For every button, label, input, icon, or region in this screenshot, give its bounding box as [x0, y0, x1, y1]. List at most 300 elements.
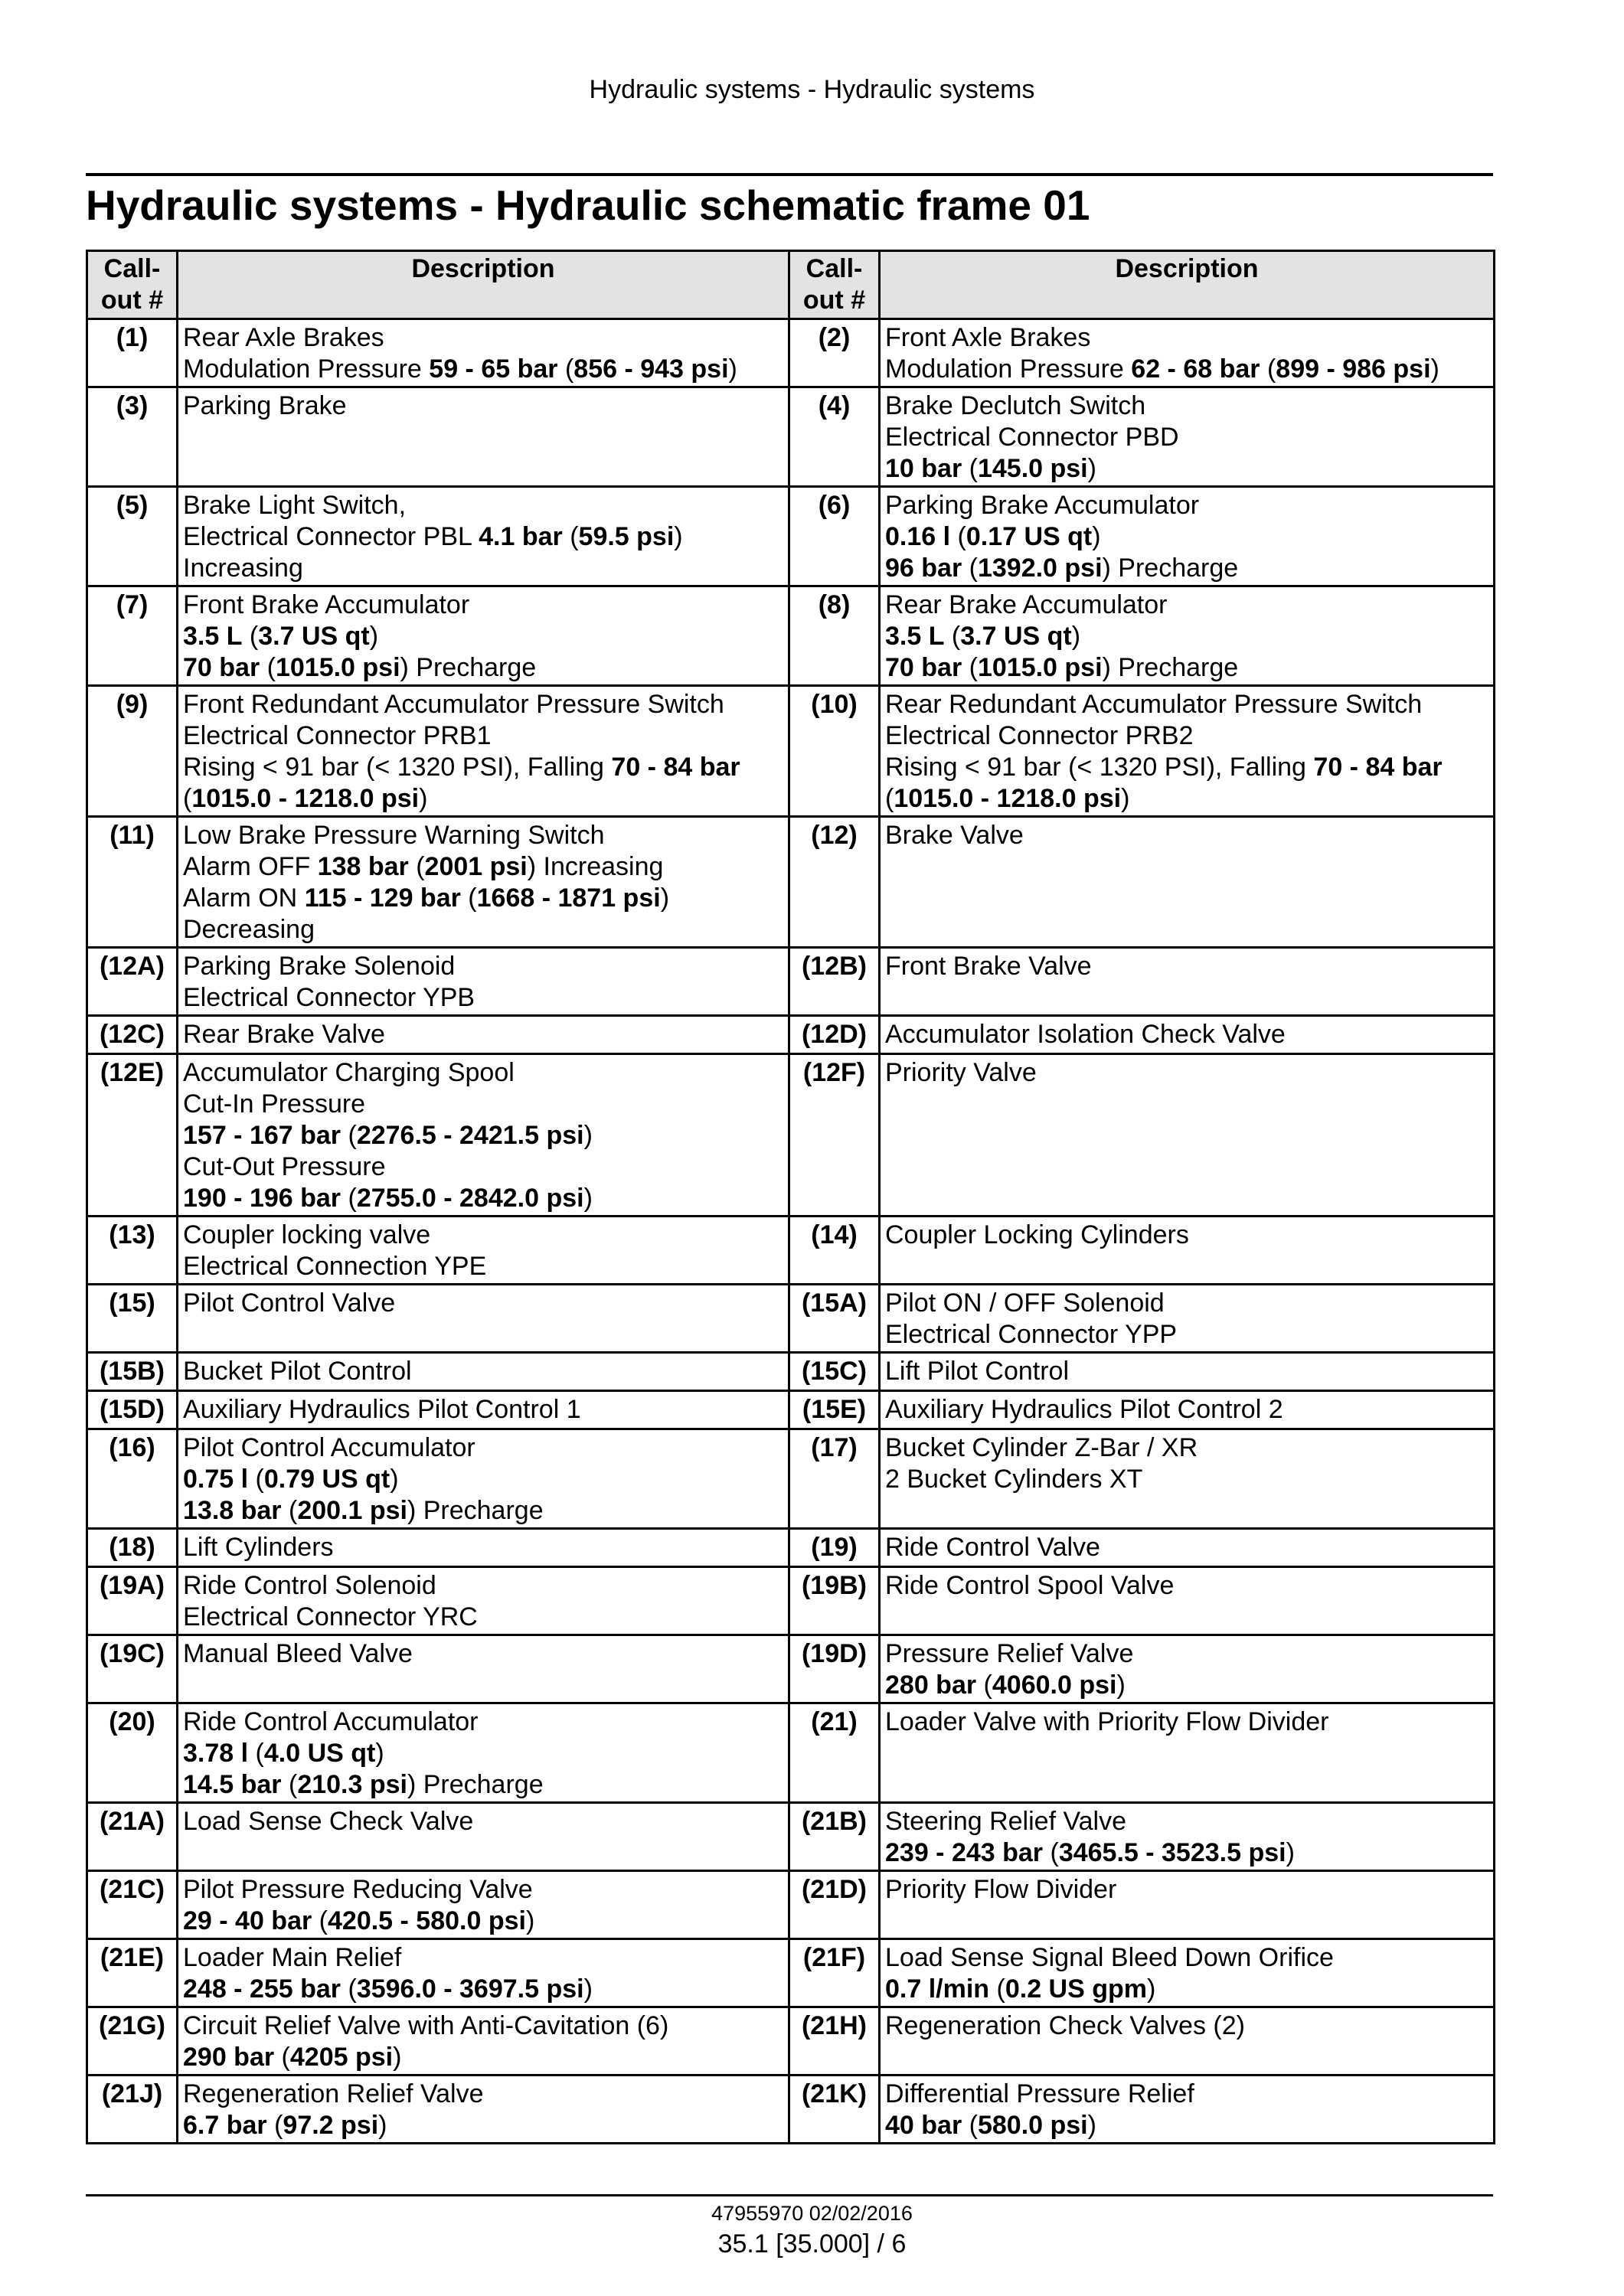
- callout-table-container: [86, 250, 1493, 2144]
- callout-description: [880, 1391, 1495, 1429]
- spec-value: 3.5 L: [183, 622, 243, 651]
- description-text: Manual Bleed Valve: [183, 1639, 413, 1668]
- callout-description: [178, 1016, 789, 1054]
- description-text: (: [408, 852, 425, 881]
- spec-value: 248 - 255 bar: [183, 1974, 341, 2004]
- callout-description: [178, 1285, 789, 1353]
- description-line: [183, 1602, 784, 1633]
- description-line: [885, 1464, 1489, 1495]
- description-text: (: [274, 2043, 290, 2072]
- description-text: (: [1260, 354, 1276, 384]
- description-text: (: [989, 1974, 1005, 2004]
- callout-number: (9): [87, 686, 178, 817]
- spec-value: 1015.0 - 1218.0 psi: [191, 784, 420, 813]
- description-line: [183, 1432, 784, 1464]
- table-row: [87, 2076, 1495, 2144]
- callout-number: (21G): [87, 2007, 178, 2076]
- callout-number: (15D): [87, 1391, 178, 1429]
- description-line: [183, 1570, 784, 1602]
- callout-number: (15): [87, 1285, 178, 1353]
- description-text: (: [248, 1465, 264, 1494]
- table-row: [87, 1285, 1495, 1353]
- callout-number: (15C): [789, 1353, 880, 1391]
- description-text: (: [248, 1739, 264, 1768]
- callout-description: [178, 1939, 789, 2007]
- description-text: Front Axle Brakes: [885, 323, 1091, 352]
- description-line: [885, 1220, 1489, 1251]
- spec-value: 0.2 US gpm: [1005, 1974, 1148, 2004]
- callout-number: (18): [87, 1529, 178, 1567]
- description-line: [183, 752, 784, 783]
- description-line: [885, 1706, 1489, 1738]
- callout-description: [178, 817, 789, 948]
- description-text: Parking Brake: [183, 391, 347, 420]
- callout-description: [178, 1871, 789, 1939]
- spec-value: 10 bar: [885, 454, 962, 483]
- description-line: [885, 1570, 1489, 1602]
- spec-value: 70 - 84 bar: [1313, 753, 1443, 782]
- callout-description: [178, 1429, 789, 1529]
- spec-value: 40 bar: [885, 2111, 962, 2140]
- callout-description: [880, 1217, 1495, 1285]
- description-text: Pilot Control Valve: [183, 1288, 396, 1318]
- description-text: (: [950, 522, 966, 551]
- table-row: [87, 1871, 1495, 1939]
- description-text: Ride Control Solenoid: [183, 1571, 436, 1600]
- callout-number: (12D): [789, 1016, 880, 1054]
- description-line: [183, 1906, 784, 1937]
- table-row: [87, 948, 1495, 1016]
- callout-description: [178, 586, 789, 686]
- description-text: Ride Control Valve: [885, 1533, 1100, 1562]
- description-text: ) Precharge: [1102, 653, 1239, 682]
- spec-value: 96 bar: [885, 554, 962, 583]
- description-text: Ride Control Spool Valve: [885, 1571, 1175, 1600]
- table-row: [87, 1529, 1495, 1567]
- description-text: Pilot Pressure Reducing Valve: [183, 1875, 533, 1904]
- description-line: [183, 2079, 784, 2110]
- table-row: [87, 487, 1495, 586]
- table-row: [87, 686, 1495, 817]
- description-line: [183, 590, 784, 621]
- table-row: [87, 319, 1495, 387]
- table-row: [87, 387, 1495, 487]
- description-text: ): [1430, 354, 1439, 384]
- column-header-callout: Call-out #: [789, 251, 880, 319]
- description-line: [183, 1120, 784, 1151]
- spec-value: 70 - 84 bar: [611, 753, 740, 782]
- spec-value: 0.79 US qt: [263, 1465, 390, 1494]
- description-line: [885, 951, 1489, 982]
- description-text: ): [1286, 1838, 1295, 1867]
- description-text: ) Precharge: [1102, 554, 1239, 583]
- description-line: [885, 1874, 1489, 1906]
- table-row: [87, 1803, 1495, 1871]
- description-text: Parking Brake Accumulator: [885, 491, 1200, 520]
- description-line: [885, 689, 1489, 720]
- table-row: [87, 1054, 1495, 1217]
- table-row: [87, 586, 1495, 686]
- description-text: (: [557, 354, 574, 384]
- description-text: (: [460, 883, 477, 913]
- description-line: [885, 1974, 1489, 2005]
- spec-value: 62 - 68 bar: [1131, 354, 1260, 384]
- description-line: [183, 851, 784, 883]
- callout-number: (21C): [87, 1871, 178, 1939]
- description-text: Ride Control Accumulator: [183, 1707, 479, 1736]
- description-line: [885, 354, 1489, 385]
- description-text: Rear Redundant Accumulator Pressure Switch: [885, 690, 1423, 719]
- description-text: (: [976, 1671, 992, 1700]
- description-text: Electrical Connector PRB1: [183, 721, 492, 750]
- description-text: (: [885, 784, 894, 813]
- description-text: Pilot ON / OFF Solenoid: [885, 1288, 1165, 1318]
- description-line: [885, 1837, 1489, 1869]
- spec-value: 0.17 US qt: [966, 522, 1093, 551]
- description-line: [885, 1432, 1489, 1464]
- description-text: Load Sense Signal Bleed Down Orifice: [885, 1943, 1334, 1972]
- description-line: [183, 553, 784, 584]
- description-line: [885, 521, 1489, 553]
- description-text: Decreasing: [183, 915, 315, 944]
- callout-number: (17): [789, 1429, 880, 1529]
- callout-number: (16): [87, 1429, 178, 1529]
- callout-description: [880, 1567, 1495, 1635]
- description-text: ) Increasing: [527, 852, 664, 881]
- description-text: (: [312, 1906, 328, 1935]
- description-text: ) Precharge: [407, 1770, 544, 1799]
- callout-number: (3): [87, 387, 178, 487]
- bottom-rule: [86, 2194, 1493, 2196]
- description-text: (: [341, 1974, 357, 2004]
- description-text: Rear Brake Valve: [183, 1020, 385, 1049]
- description-text: (: [944, 622, 961, 651]
- table-row: [87, 817, 1495, 948]
- table-row: [87, 1391, 1495, 1429]
- description-text: Electrical Connector YPP: [885, 1320, 1178, 1349]
- description-line: [885, 652, 1489, 684]
- spec-value: 4060.0 psi: [992, 1671, 1117, 1700]
- spec-value: 157 - 167 bar: [183, 1121, 341, 1150]
- description-line: [885, 1319, 1489, 1350]
- spec-value: 97.2 psi: [283, 2111, 379, 2140]
- description-line: [183, 1251, 784, 1282]
- description-line: [885, 783, 1489, 815]
- callout-number: (5): [87, 487, 178, 586]
- callout-number: (19): [789, 1529, 880, 1567]
- description-line: [885, 1288, 1489, 1319]
- callout-number: (20): [87, 1703, 178, 1803]
- table-row: [87, 2007, 1495, 2076]
- description-text: ): [728, 354, 737, 384]
- column-header-description: Description: [178, 251, 789, 319]
- callout-description: [880, 1016, 1495, 1054]
- callout-number: (21H): [789, 2007, 880, 2076]
- description-line: [183, 982, 784, 1014]
- callout-description: [880, 319, 1495, 387]
- callout-number: (21J): [87, 2076, 178, 2144]
- description-line: [885, 2010, 1489, 2042]
- spec-value: 1392.0 psi: [977, 554, 1103, 583]
- description-text: (: [266, 2111, 283, 2140]
- description-line: [885, 820, 1489, 851]
- spec-value: 2001 psi: [424, 852, 528, 881]
- callout-number: (19A): [87, 1567, 178, 1635]
- table-body: [87, 319, 1495, 2144]
- spec-value: 3.7 US qt: [258, 622, 370, 651]
- description-text: ): [525, 1906, 535, 1935]
- spec-value: 6.7 bar: [183, 2111, 267, 2140]
- callout-description: [178, 948, 789, 1016]
- callout-number: (21E): [87, 1939, 178, 2007]
- description-text: Differential Pressure Relief: [885, 2079, 1194, 2108]
- description-line: [183, 689, 784, 720]
- spec-value: 59.5 psi: [578, 522, 675, 551]
- description-text: ): [1121, 784, 1130, 813]
- callout-description: [880, 1429, 1495, 1529]
- description-line: [183, 1874, 784, 1906]
- description-text: ) Precharge: [400, 653, 537, 682]
- spec-value: 0.16 l: [885, 522, 951, 551]
- description-text: Bucket Pilot Control: [183, 1357, 412, 1386]
- description-text: Front Redundant Accumulator Pressure Switch: [183, 690, 724, 719]
- callout-description: [880, 1529, 1495, 1567]
- description-text: ): [393, 2043, 402, 2072]
- callout-number: (21): [789, 1703, 880, 1803]
- description-text: Coupler Locking Cylinders: [885, 1220, 1189, 1249]
- spec-value: 13.8 bar: [183, 1496, 282, 1525]
- description-line: [183, 1151, 784, 1183]
- callout-description: [178, 387, 789, 487]
- description-line: [885, 1532, 1489, 1563]
- page-title: Hydraulic systems - Hydraulic schematic frame 01: [86, 181, 1090, 229]
- running-header: Hydraulic systems - Hydraulic systems: [589, 75, 1035, 104]
- description-text: (: [341, 1184, 357, 1213]
- callout-description: [880, 586, 1495, 686]
- spec-value: 1015.0 psi: [977, 653, 1103, 682]
- description-line: [885, 590, 1489, 621]
- callout-table: [86, 250, 1495, 2144]
- description-text: Parking Brake Solenoid: [183, 952, 456, 981]
- description-text: ): [674, 522, 683, 551]
- description-text: Priority Flow Divider: [885, 1875, 1117, 1904]
- description-line: [183, 2042, 784, 2073]
- callout-number: (14): [789, 1217, 880, 1285]
- description-line: [885, 553, 1489, 584]
- description-text: (: [183, 784, 192, 813]
- description-text: (: [962, 554, 978, 583]
- description-line: [885, 621, 1489, 652]
- description-line: [183, 1089, 784, 1120]
- description-line: [885, 1356, 1489, 1387]
- description-text: Pilot Control Accumulator: [183, 1433, 475, 1462]
- spec-value: 580.0 psi: [977, 2111, 1088, 2140]
- description-line: [885, 422, 1489, 453]
- spec-value: 210.3 psi: [297, 1770, 407, 1799]
- page-reference: 35.1 [35.000] / 6: [717, 2229, 907, 2258]
- description-text: Cut-In Pressure: [183, 1089, 366, 1119]
- callout-description: [178, 686, 789, 817]
- spec-value: 290 bar: [183, 2043, 275, 2072]
- spec-value: 856 - 943 psi: [573, 354, 729, 384]
- description-text: Bucket Cylinder Z-Bar / XR: [885, 1433, 1198, 1462]
- description-line: [183, 390, 784, 422]
- callout-description: [178, 487, 789, 586]
- description-line: [183, 621, 784, 652]
- table-row: [87, 1353, 1495, 1391]
- description-text: ): [583, 1974, 593, 2004]
- description-line: [183, 652, 784, 684]
- spec-value: 420.5 - 580.0 psi: [328, 1906, 526, 1935]
- description-line: [183, 1942, 784, 1974]
- description-text: Electrical Connector YPB: [183, 983, 475, 1012]
- description-text: Brake Valve: [885, 821, 1024, 850]
- description-text: Alarm OFF: [183, 852, 318, 881]
- description-line: [183, 1019, 784, 1050]
- description-text: ): [419, 784, 428, 813]
- table-row: [87, 1217, 1495, 1285]
- description-text: ): [1087, 2111, 1096, 2140]
- description-text: ): [1087, 454, 1096, 483]
- description-line: [183, 490, 784, 521]
- table-row: [87, 1429, 1495, 1529]
- description-line: [885, 1942, 1489, 1974]
- callout-description: [178, 319, 789, 387]
- spec-value: 3465.5 - 3523.5 psi: [1058, 1838, 1286, 1867]
- callout-description: [178, 1353, 789, 1391]
- callout-description: [880, 1871, 1495, 1939]
- description-text: (: [281, 1496, 298, 1525]
- description-text: (: [562, 522, 579, 551]
- spec-value: 138 bar: [317, 852, 409, 881]
- callout-description: [880, 1939, 1495, 2007]
- description-line: [183, 951, 784, 982]
- spec-value: 0.75 l: [183, 1465, 249, 1494]
- description-text: Steering Relief Valve: [885, 1807, 1126, 1836]
- callout-description: [178, 2076, 789, 2144]
- description-line: [885, 453, 1489, 485]
- callout-number: (12): [789, 817, 880, 948]
- description-line: [183, 2110, 784, 2141]
- description-line: [183, 1532, 784, 1563]
- table-row: [87, 1016, 1495, 1054]
- description-text: Accumulator Isolation Check Valve: [885, 1020, 1286, 1049]
- description-line: [885, 490, 1489, 521]
- description-line: [183, 720, 784, 752]
- description-text: (: [1043, 1838, 1059, 1867]
- description-text: Load Sense Check Valve: [183, 1807, 474, 1836]
- description-line: [183, 322, 784, 354]
- callout-number: (15B): [87, 1353, 178, 1391]
- callout-number: (11): [87, 817, 178, 948]
- description-text: Increasing: [183, 554, 303, 583]
- doc-number: 47955970 02/02/2016: [711, 2202, 913, 2225]
- table-row: [87, 1939, 1495, 2007]
- spec-value: 70 bar: [183, 653, 260, 682]
- table-row: [87, 1567, 1495, 1635]
- description-line: [885, 2079, 1489, 2110]
- callout-description: [880, 1353, 1495, 1391]
- callout-description: [178, 1054, 789, 1217]
- callout-number: (21D): [789, 1871, 880, 1939]
- description-text: ): [660, 883, 670, 913]
- description-text: ): [1147, 1974, 1156, 2004]
- description-line: [183, 1356, 784, 1387]
- top-rule: [86, 173, 1493, 176]
- spec-value: 200.1 psi: [297, 1496, 407, 1525]
- description-text: Rising < 91 bar (< 1320 PSI), Falling: [885, 753, 1314, 782]
- callout-description: [880, 817, 1495, 948]
- spec-value: 3.7 US qt: [960, 622, 1072, 651]
- description-text: Loader Main Relief: [183, 1943, 402, 1972]
- spec-value: 145.0 psi: [977, 454, 1088, 483]
- callout-number: (21A): [87, 1803, 178, 1871]
- description-text: Lift Cylinders: [183, 1533, 334, 1562]
- description-text: ): [1071, 622, 1081, 651]
- spec-value: 190 - 196 bar: [183, 1184, 341, 1213]
- description-text: Auxiliary Hydraulics Pilot Control 2: [885, 1395, 1283, 1424]
- description-text: (: [962, 2111, 978, 2140]
- spec-value: 3596.0 - 3697.5 psi: [356, 1974, 584, 2004]
- callout-description: [880, 1803, 1495, 1871]
- callout-number: (12E): [87, 1054, 178, 1217]
- callout-number: (1): [87, 319, 178, 387]
- description-text: Lift Pilot Control: [885, 1357, 1069, 1386]
- callout-number: (19C): [87, 1635, 178, 1703]
- description-line: [183, 1806, 784, 1837]
- callout-number: (15E): [789, 1391, 880, 1429]
- table-row: [87, 1703, 1495, 1803]
- spec-value: 4205 psi: [289, 2043, 394, 2072]
- callout-description: [880, 2076, 1495, 2144]
- callout-description: [178, 1703, 789, 1803]
- callout-description: [880, 2007, 1495, 2076]
- description-line: [183, 1464, 784, 1495]
- description-line: [183, 1288, 784, 1319]
- callout-number: (8): [789, 586, 880, 686]
- description-text: Priority Valve: [885, 1058, 1037, 1087]
- description-text: ): [583, 1184, 593, 1213]
- description-line: [183, 1057, 784, 1089]
- description-line: [183, 1183, 784, 1214]
- description-text: (: [962, 454, 978, 483]
- callout-description: [880, 387, 1495, 487]
- callout-description: [178, 1529, 789, 1567]
- description-line: [885, 1638, 1489, 1670]
- description-text: Low Brake Pressure Warning Switch: [183, 821, 605, 850]
- spec-value: 899 - 986 psi: [1276, 354, 1431, 384]
- description-text: Pressure Relief Valve: [885, 1639, 1134, 1668]
- description-line: [183, 820, 784, 851]
- description-text: Accumulator Charging Spool: [183, 1058, 515, 1087]
- description-text: 2 Bucket Cylinders XT: [885, 1465, 1143, 1494]
- description-text: Electrical Connector PBD: [885, 423, 1179, 452]
- spec-value: 70 bar: [885, 653, 962, 682]
- description-text: Auxiliary Hydraulics Pilot Control 1: [183, 1395, 581, 1424]
- description-line: [885, 752, 1489, 783]
- spec-value: 3.5 L: [885, 622, 945, 651]
- description-line: [183, 914, 784, 946]
- spec-value: 59 - 65 bar: [429, 354, 558, 384]
- description-text: Electrical Connector PRB2: [885, 721, 1194, 750]
- callout-number: (12C): [87, 1016, 178, 1054]
- description-text: Alarm ON: [183, 883, 305, 913]
- spec-value: 280 bar: [885, 1671, 977, 1700]
- description-line: [885, 390, 1489, 422]
- description-line: [183, 1638, 784, 1670]
- description-text: Circuit Relief Valve with Anti-Cavitation (6): [183, 2011, 669, 2040]
- spec-value: 115 - 129 bar: [304, 883, 461, 913]
